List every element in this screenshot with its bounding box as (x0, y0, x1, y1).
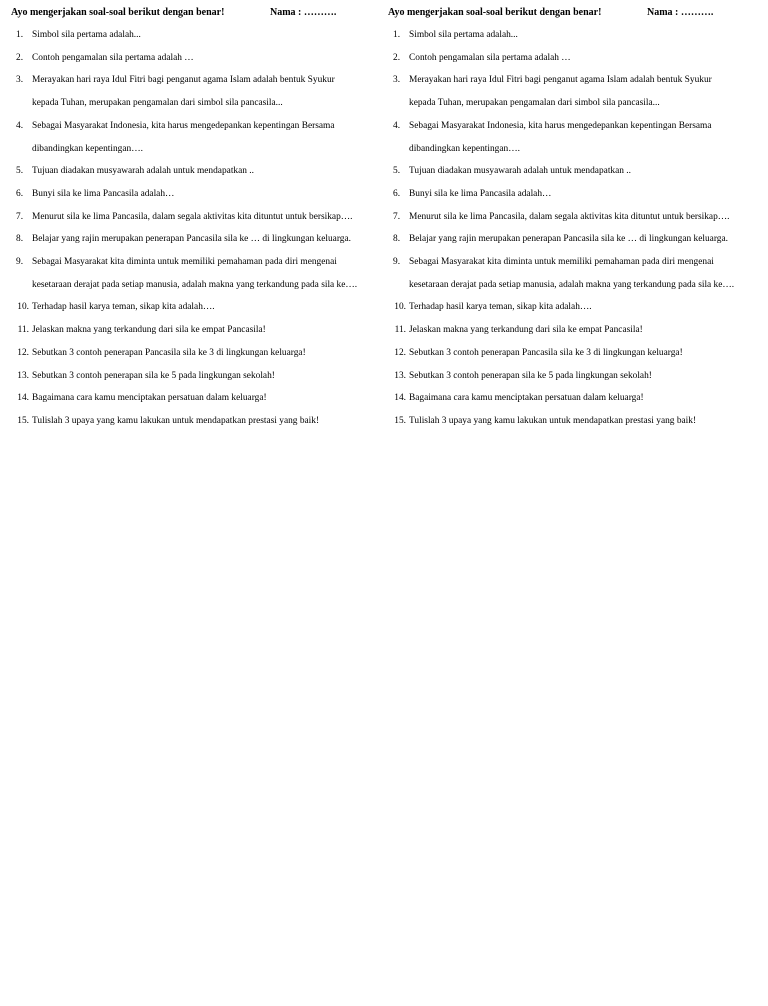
question-number: 12. (394, 347, 406, 358)
question-item (11, 387, 381, 410)
question-item (388, 24, 758, 47)
question-text: Bunyi sila ke lima Pancasila adalah… (409, 188, 552, 199)
question-text: Sebagai Masyarakat kita diminta untuk memiliki pemahaman pada diri mengenai (32, 257, 337, 268)
question-text: Sebagai Masyarakat kita diminta untuk memiliki pemahaman pada diri mengenai (409, 257, 714, 268)
question-text: Sebutkan 3 contoh penerapan sila ke 5 pada lingkungan sekolah! (32, 370, 275, 381)
question-item (388, 115, 758, 160)
question-number: 2. (16, 52, 24, 63)
name-field-label: Nama : ………. (270, 7, 337, 18)
question-text: Sebutkan 3 contoh penerapan Pancasila sila ke 3 di lingkungan keluarga! (32, 347, 306, 358)
question-item (11, 319, 381, 342)
question-number: 15. (394, 415, 406, 426)
question-number: 9. (16, 257, 24, 268)
question-text: kepada Tuhan, merupakan pengamalan dari simbol sila pancasila... (32, 98, 283, 109)
question-text: Sebutkan 3 contoh penerapan Pancasila sila ke 3 di lingkungan keluarga! (409, 347, 683, 358)
question-text: Contoh pengamalan sila pertama adalah … (409, 52, 571, 63)
question-item (11, 410, 381, 433)
question-number: 5. (16, 166, 24, 177)
question-text: Tulislah 3 upaya yang kamu lakukan untuk mendapatkan prestasi yang baik! (409, 415, 697, 426)
question-number: 4. (393, 120, 401, 131)
question-text: Sebagai Masyarakat Indonesia, kita harus mengedepankan kepentingan Bersama (409, 120, 712, 131)
question-number: 7. (16, 211, 24, 222)
question-item (388, 228, 758, 251)
question-text: dibandingkan kepentingan…. (409, 143, 520, 154)
question-item (388, 365, 758, 388)
question-item (388, 183, 758, 206)
question-item (11, 47, 381, 70)
worksheet-title: Ayo mengerjakan soal-soal berikut dengan benar! (388, 7, 602, 18)
question-item (388, 296, 758, 319)
question-list (11, 24, 381, 433)
question-text: Jelaskan makna yang terkandung dari sila ke empat Pancasila! (32, 325, 266, 336)
question-item (11, 69, 381, 114)
question-item (11, 206, 381, 229)
question-item (388, 69, 758, 114)
question-text: Terhadap hasil karya teman, sikap kita adalah…. (32, 302, 215, 313)
question-number: 13. (394, 370, 406, 381)
question-text: Belajar yang rajin merupakan penerapan Pancasila sila ke … di lingkungan keluarga. (409, 234, 728, 245)
question-item (388, 47, 758, 70)
question-item (11, 115, 381, 160)
question-item (11, 251, 381, 296)
question-text: Bagaimana cara kamu menciptakan persatuan dalam keluarga! (32, 393, 267, 404)
question-item (388, 160, 758, 183)
question-text: Contoh pengamalan sila pertama adalah … (32, 52, 194, 63)
name-field-label: Nama : ………. (647, 7, 714, 18)
worksheet-header (388, 6, 758, 24)
question-item (11, 365, 381, 388)
question-number: 11. (17, 325, 29, 336)
question-text: Simbol sila pertama adalah... (409, 30, 518, 40)
question-number: 9. (393, 257, 401, 268)
question-text: Terhadap hasil karya teman, sikap kita adalah…. (409, 302, 592, 313)
question-number: 3. (16, 75, 24, 86)
question-number: 8. (16, 234, 24, 245)
worksheet-column-right (388, 6, 758, 433)
question-item (11, 228, 381, 251)
question-text: Belajar yang rajin merupakan penerapan Pancasila sila ke … di lingkungan keluarga. (32, 234, 351, 245)
question-text: Merayakan hari raya Idul Fitri bagi penganut agama Islam adalah bentuk Syukur (32, 75, 335, 86)
question-number: 4. (16, 120, 24, 131)
question-text: kesetaraan derajat pada setiap manusia, adalah makna yang terkandung pada sila ke…. (409, 279, 735, 290)
question-item (11, 183, 381, 206)
question-text: Tujuan diadakan musyawarah adalah untuk mendapatkan .. (409, 166, 631, 177)
question-number: 6. (393, 188, 401, 199)
question-text: Sebagai Masyarakat Indonesia, kita harus mengedepankan kepentingan Bersama (32, 120, 335, 131)
question-list (388, 24, 758, 433)
question-number: 13. (17, 370, 29, 381)
question-number: 1. (16, 30, 24, 40)
question-text: Menurut sila ke lima Pancasila, dalam segala aktivitas kita dituntut untuk bersikap…. (409, 211, 730, 222)
question-number: 6. (16, 188, 24, 199)
question-text: Merayakan hari raya Idul Fitri bagi penganut agama Islam adalah bentuk Syukur (409, 75, 712, 86)
question-item (388, 251, 758, 296)
question-item (388, 342, 758, 365)
question-item (11, 24, 381, 47)
question-item (11, 296, 381, 319)
question-item (388, 387, 758, 410)
question-number: 7. (393, 211, 401, 222)
worksheet-column-left (11, 6, 381, 433)
question-number: 1. (393, 30, 401, 40)
question-text: kepada Tuhan, merupakan pengamalan dari simbol sila pancasila... (409, 98, 660, 109)
worksheet-title: Ayo mengerjakan soal-soal berikut dengan benar! (11, 7, 225, 18)
question-text: Bagaimana cara kamu menciptakan persatuan dalam keluarga! (409, 393, 644, 404)
question-item (11, 342, 381, 365)
question-number: 10. (17, 302, 29, 313)
question-item (11, 160, 381, 183)
question-text: Bunyi sila ke lima Pancasila adalah… (32, 188, 175, 199)
question-number: 3. (393, 75, 401, 86)
question-number: 15. (17, 415, 29, 426)
question-number: 2. (393, 52, 401, 63)
question-item (388, 206, 758, 229)
question-item (388, 410, 758, 433)
question-text: Simbol sila pertama adalah... (32, 30, 141, 40)
question-number: 8. (393, 234, 401, 245)
question-text: Jelaskan makna yang terkandung dari sila ke empat Pancasila! (409, 325, 643, 336)
question-number: 5. (393, 166, 401, 177)
question-text: Sebutkan 3 contoh penerapan sila ke 5 pada lingkungan sekolah! (409, 370, 652, 381)
question-text: Tujuan diadakan musyawarah adalah untuk mendapatkan .. (32, 166, 254, 177)
question-number: 14. (17, 393, 29, 404)
question-text: Tulislah 3 upaya yang kamu lakukan untuk mendapatkan prestasi yang baik! (32, 415, 320, 426)
question-text: dibandingkan kepentingan…. (32, 143, 143, 154)
question-number: 12. (17, 347, 29, 358)
question-number: 14. (394, 393, 406, 404)
question-text: Menurut sila ke lima Pancasila, dalam segala aktivitas kita dituntut untuk bersikap…. (32, 211, 353, 222)
question-text: kesetaraan derajat pada setiap manusia, adalah makna yang terkandung pada sila ke…. (32, 279, 358, 290)
question-number: 11. (394, 325, 406, 336)
question-number: 10. (394, 302, 406, 313)
question-item (388, 319, 758, 342)
worksheet-header (11, 6, 381, 24)
